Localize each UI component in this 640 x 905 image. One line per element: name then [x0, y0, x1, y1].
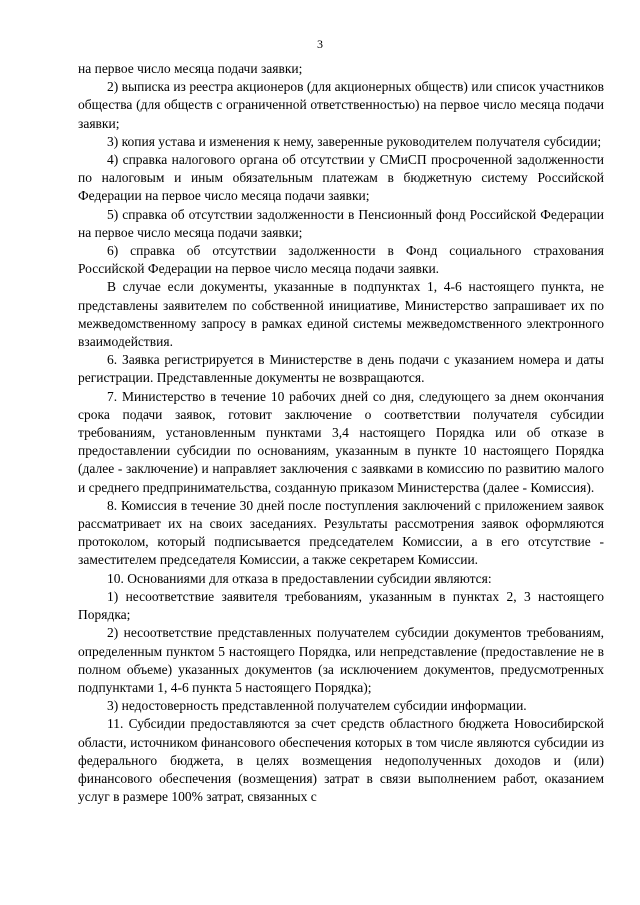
paragraph: 11. Субсидии предоставляются за счет средств областного бюджета Новосибирской области, источником финансового обеспечения которых в том числе являются субсидии из федерального бюджета, в целях возмещения недополученных доходов и (или) финансового обеспечения (возмещения) затрат в связи выполнением работ, оказанием услуг в размере 100% затрат, связанных с	[78, 716, 604, 805]
paragraph: 1) несоответствие заявителя требованиям, указанным в пунктах 2, 3 настоящего Порядка;	[78, 588, 604, 623]
paragraph: 10. Основаниями для отказа в предоставлении субсидии являются:	[107, 570, 492, 586]
paragraph: 7. Министерство в течение 10 рабочих дней со дня, следующего за днем окончания срока подачи заявок, готовит заключение о соответствии получателя субсидии требованиям, установленным пунктами 3,4 настоящего Порядка или об отказе в предоставлении субсидии по основаниям, указанным в пункте 10 настоящего Порядка (далее - заключение) и направляет заключения с заявками в комиссию по развитию малого и среднего предпринимательства, созданную приказом Министерства (далее - Комиссия).	[78, 388, 604, 495]
document-body	[78, 60, 604, 806]
paragraph: 4) справка налогового органа об отсутствии у СМиСП просроченной задолженности по налоговым и иным обязательным платежам в бюджетную систему Российской Федерации на первое число месяца подачи заявки;	[78, 152, 604, 204]
paragraph: на первое число месяца подачи заявки;	[78, 61, 303, 76]
paragraph: 3) недостоверность представленной получателем субсидии информации.	[107, 698, 527, 714]
paragraph: 6. Заявка регистрируется в Министерстве в день подачи с указанием номера и даты регистрации. Представленные документы не возвращаются.	[78, 352, 604, 386]
paragraph: 2) выписка из реестра акционеров (для акционерных обществ) или список участников общества (для обществ с ограниченной ответственностью) на первое число месяца подачи заявки;	[78, 79, 604, 131]
paragraph: 8. Комиссия в течение 30 дней после поступления заключений с приложением заявок рассматривает их на своих заседаниях. Результаты рассмотрения заявок оформляются протоколом, который подписывается председателем Комиссии, а в его отсутствие - заместителем председателя Комиссии, а также секретарем Комиссии.	[78, 497, 604, 568]
paragraph: 5) справка об отсутствии задолженности в Пенсионный фонд Российской Федерации на первое число месяца подачи заявки;	[78, 206, 604, 240]
paragraph: 6) справка об отсутствии задолженности в Фонд социального страхования Российской Федерации на первое число месяца подачи заявки.	[78, 243, 604, 277]
paragraph: В случае если документы, указанные в подпунктах 1, 4-6 настоящего пункта, не представлены заявителем по собственной инициативе, Министерство запрашивает их по межведомственному запросу в рамках единой системы межведомственного электронного взаимодействия.	[78, 279, 604, 350]
page-number: 3	[317, 37, 323, 51]
paragraph: 3) копия устава и изменения к нему, заверенные руководителем получателя субсидии;	[107, 133, 602, 149]
paragraph: 2) несоответствие представленных получателем субсидии документов требованиям, определенным пунктом 5 настоящего Порядка, или непредставление (предоставление не в полном объеме) указанных документов (за исключением документов, предусмотренных подпунктами 1, 4-6 пункта 5 настоящего Порядка);	[78, 625, 604, 695]
